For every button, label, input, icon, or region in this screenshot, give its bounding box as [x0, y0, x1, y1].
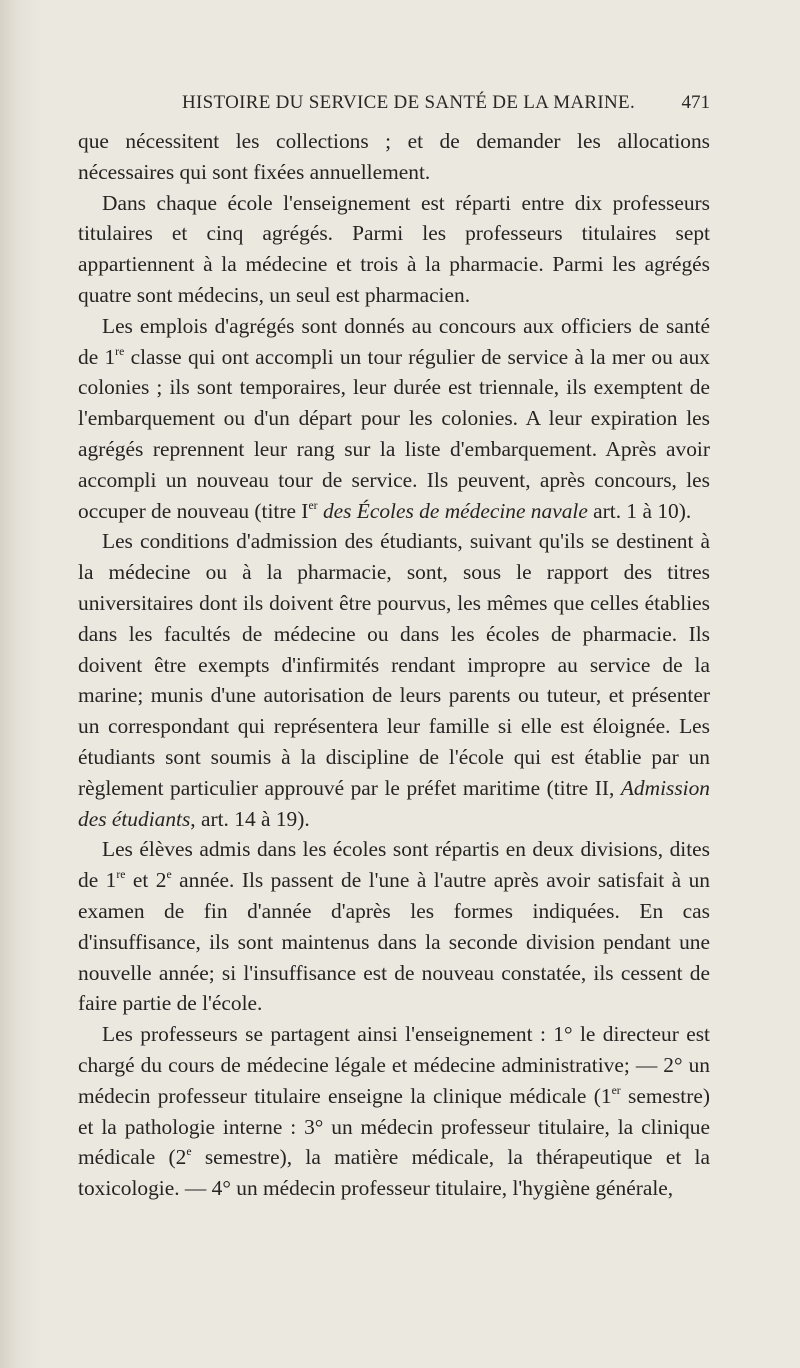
paragraph-text: semestre) et la pathologie interne : 3° un médecin professeur titulaire, la clinique médicale (2 — [78, 1083, 710, 1170]
running-head — [78, 92, 710, 118]
page-number: 471 — [681, 92, 710, 113]
paragraph-text: , art. 14 à 19). — [190, 806, 310, 831]
paragraph-text: semestre), la matière médicale, la thérapeutique et la toxicologie. — 4° un médecin professeur titulaire, l'hygiène générale, — [78, 1145, 710, 1201]
paragraph-continuation — [78, 126, 710, 188]
paragraph-text: Les emplois d'agrégés sont donnés au concours aux officiers de santé de 1 — [78, 313, 710, 369]
superscript: e — [166, 868, 172, 882]
italic-title: Admission des étudiants — [78, 775, 710, 831]
running-title: HISTOIRE DU SERVICE DE SANTÉ DE LA MARINE. — [182, 92, 635, 113]
superscript: re — [116, 868, 126, 882]
paragraph-text: Dans chaque école l'enseignement est réparti entre dix professeurs titulaires et cinq agrégés. Parmi les professeurs titulaires sept appartiennent à la médecine et trois à la pharmacie. Parmi les agrégés quatre sont médecins, un seul est pharmacien. — [78, 190, 710, 307]
paragraph-text: Les élèves admis dans les écoles sont répartis en deux divisions, dites de 1 — [78, 837, 710, 893]
paragraph-text: année. Ils passent de l'une à l'autre après avoir satisfait à un examen de fin d'année d'après les formes indiquées. En cas d'insuffisance, ils sont maintenus dans la seconde division pendant une nouvelle année; si l'insuffisance est de nouveau constatée, ils cessent de faire partie de l'école. — [78, 868, 710, 1016]
paragraph-text: art. 1 à 10). — [587, 498, 692, 523]
paragraph-text: Les professeurs se partagent ainsi l'enseignement : 1° le directeur est chargé du cours de médecine légale et médecine administrative; — 2° un médecin professeur titulaire enseigne la clinique médicale (1 — [78, 1022, 710, 1108]
paragraph-agreges — [78, 311, 710, 527]
paragraph-professors — [78, 1019, 710, 1204]
paragraph-teachers — [78, 188, 710, 311]
superscript: er — [611, 1083, 621, 1097]
italic-title: des Écoles de médecine navale — [322, 498, 588, 523]
paragraph-text: classe qui ont accompli un tour régulier de service à la mer ou aux colonies ; ils sont temporaires, leur durée est triennale, ils exemptent de l'embarquement ou d'un départ pour les colonies. A leur expiration les agrégés reprennent leur rang sur la liste d'embarquement. Après avoir accompli un nouveau tour de service. Ils peuvent, après concours, les occuper de nouveau (titre I — [78, 344, 710, 523]
paragraph-text: que nécessitent les collections ; et de demander les allocations nécessaires qui sont fixées annuellement. — [78, 129, 710, 184]
paragraph-divisions — [78, 834, 710, 1019]
body-text — [78, 126, 710, 1204]
paragraph-admission — [78, 526, 710, 834]
superscript: e — [186, 1145, 192, 1159]
superscript: er — [308, 498, 318, 512]
paragraph-text: et 2 — [125, 868, 167, 893]
superscript: re — [115, 344, 125, 358]
paragraph-text: Les conditions d'admission des étudiants, suivant qu'ils se destinent à la médecine ou à la pharmacie, sont, sous le rapport des titres universitaires dont ils doivent être pourvus, les mêmes que celles établies dans les facultés de médecine ou dans les écoles de pharmacie. Ils doivent être exempts d'infirmités rendant impropre au service de la marine; munis d'une autorisation de leurs parents ou tuteur, et présenter un correspondant qui représentera leur famille si elle est éloignée. Les étudiants sont soumis à la discipline de l'école qui est établie par un règlement particulier approuvé par le préfet maritime (titre II, — [78, 529, 710, 800]
